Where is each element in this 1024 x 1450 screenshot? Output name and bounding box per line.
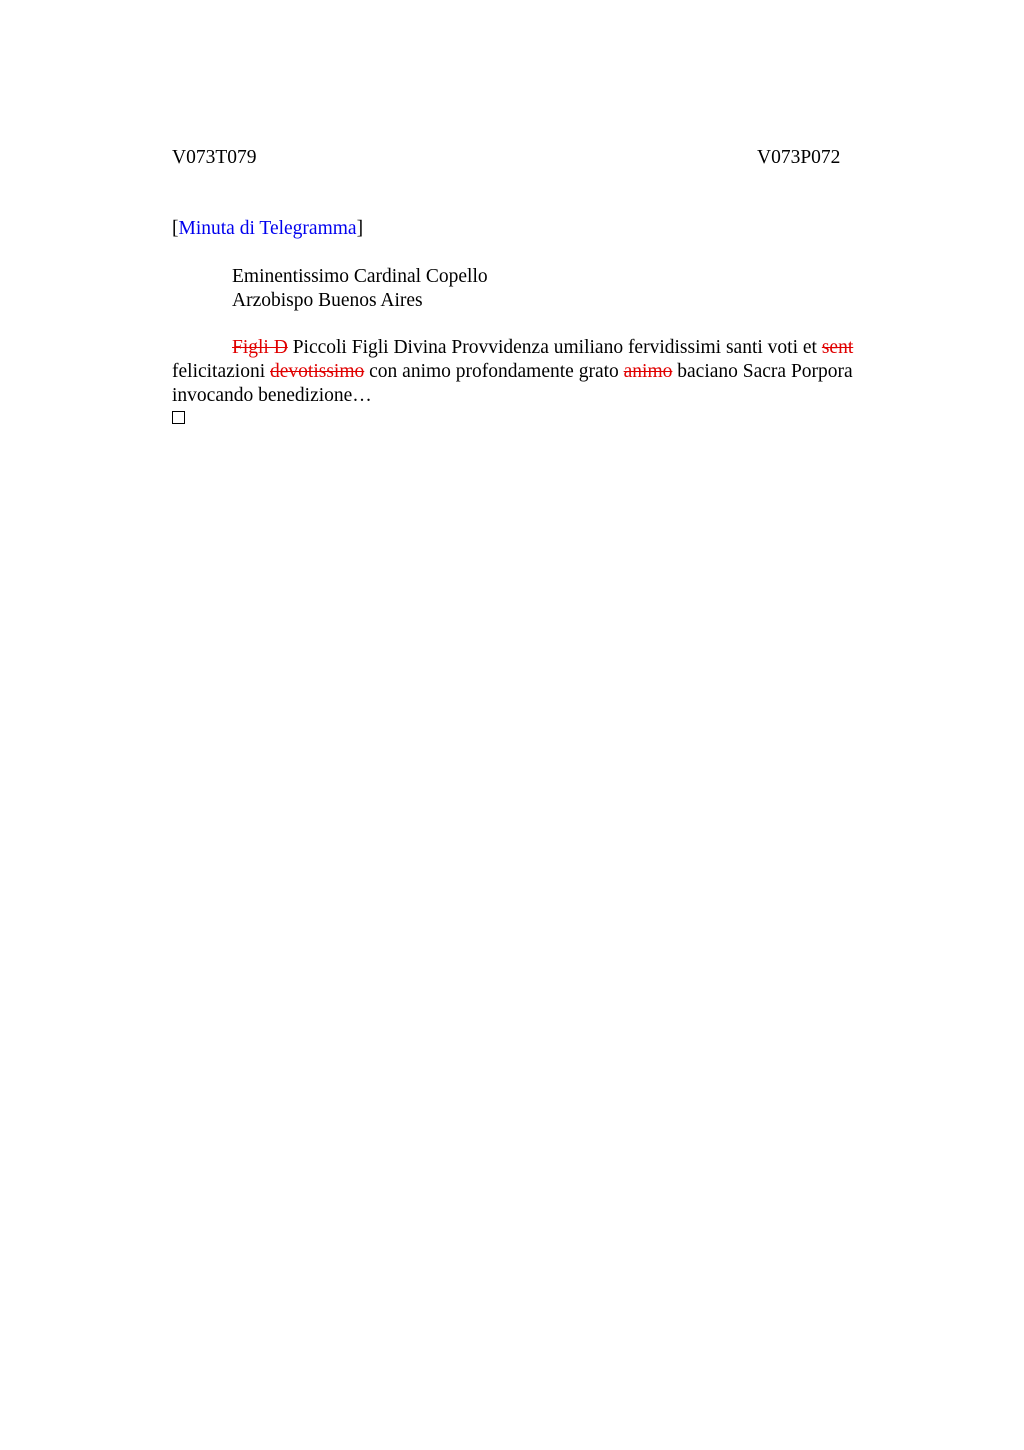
deleted-text: sent — [821, 337, 854, 358]
body-text: Piccoli Figli Divina Provvidenza umiliano fervidissimi santi voti et — [287, 337, 822, 358]
body-text: con animo profondamente grato — [364, 361, 624, 382]
document-title — [172, 218, 363, 240]
address-line-1: Eminentissimo Cardinal Copello — [232, 266, 488, 287]
title-link[interactable]: Minuta di Telegramma — [178, 218, 357, 239]
document-code-left: V073T079 — [172, 147, 257, 168]
deleted-text: devotissimo — [270, 361, 365, 382]
deleted-text: Figli D — [232, 337, 288, 358]
title-close-bracket: ] — [356, 218, 364, 239]
address-line-2: Arzobispo Buenos Aires — [232, 290, 423, 311]
document-code-right: V073P072 — [757, 147, 841, 168]
square-outline-icon — [172, 411, 185, 424]
title-open-bracket: [ — [172, 218, 179, 239]
deleted-text: animo — [623, 361, 673, 382]
body-text: baciano Sacra Porpora invocando benedizione… — [172, 361, 853, 406]
body-text: felicitazioni — [172, 361, 270, 382]
telegram-body — [172, 336, 902, 408]
